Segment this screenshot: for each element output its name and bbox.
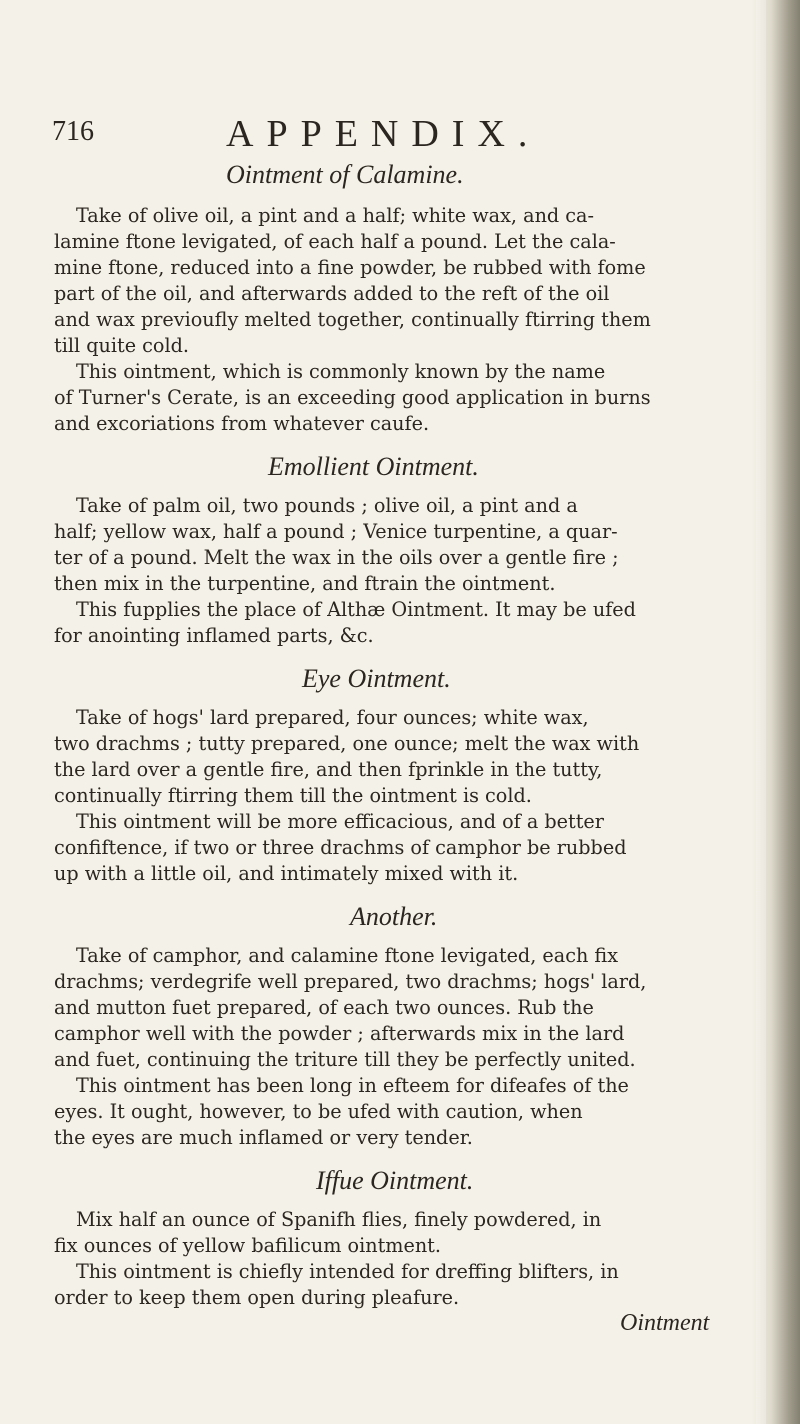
text-line: and fuet, continuing the triture till they be perfectly united.	[54, 1048, 636, 1071]
text-line: Take of palm oil, two pounds ; olive oil, a pint and a	[76, 494, 578, 517]
text-line: confiftence, if two or three drachms of camphor be rubbed	[54, 836, 627, 859]
section-title-calamine: Ointment of Calamine.	[226, 160, 464, 189]
section-title-another: Another.	[350, 902, 438, 931]
text-line: Take of olive oil, a pint and a half; white wax, and ca-	[76, 204, 594, 227]
text-line: Mix half an ounce of Spanifh flies, finely powdered, in	[76, 1208, 602, 1231]
text-line: This fupplies the place of Althæ Ointment. It may be ufed	[76, 598, 636, 621]
text-line: for anointing inflamed parts, &c.	[54, 624, 374, 647]
text-line: and mutton fuet prepared, of each two ounces. Rub the	[54, 996, 594, 1019]
text-line: eyes. It ought, however, to be ufed with caution, when	[54, 1100, 583, 1123]
running-head: APPENDIX.	[226, 113, 541, 155]
section-title-eye: Eye Ointment.	[302, 664, 451, 693]
text-line: camphor well with the powder ; afterwards mix in the lard	[54, 1022, 625, 1045]
catchword: Ointment	[620, 1310, 710, 1336]
text-line: ter of a pound. Melt the wax in the oils over a gentle fire ;	[54, 546, 619, 569]
section-title-issue: Iffue Ointment.	[316, 1166, 474, 1195]
text-line: part of the oil, and afterwards added to the reft of the oil	[54, 282, 610, 305]
text-line: mine ftone, reduced into a fine powder, be rubbed with fome	[54, 256, 646, 279]
text-line: lamine ftone levigated, of each half a pound. Let the cala-	[54, 230, 616, 253]
text-line: the lard over a gentle fire, and then fprinkle in the tutty,	[54, 758, 603, 781]
text-line: and excoriations from whatever caufe.	[54, 412, 430, 435]
text-line: This ointment is chiefly intended for dreffing blifters, in	[76, 1260, 619, 1283]
text-line: the eyes are much inflamed or very tender.	[54, 1126, 473, 1149]
text-line: Take of camphor, and calamine ftone levigated, each fix	[76, 944, 619, 967]
text-line: Take of hogs' lard prepared, four ounces; white wax,	[76, 706, 589, 729]
text-line: drachms; verdegrife well prepared, two drachms; hogs' lard,	[54, 970, 647, 993]
text-line: This ointment, which is commonly known by the name	[76, 360, 606, 383]
page-number: 716	[52, 116, 94, 147]
text-line: up with a little oil, and intimately mixed with it.	[54, 862, 519, 885]
text-line: then mix in the turpentine, and ftrain the ointment.	[54, 572, 556, 595]
text-line: and wax previoufly melted together, continually ftirring them	[54, 308, 651, 331]
text-line: of Turner's Cerate, is an exceeding good application in burns	[54, 386, 651, 409]
text-line: This ointment has been long in efteem for difeafes of the	[76, 1074, 629, 1097]
text-line: till quite cold.	[54, 334, 189, 357]
page-header	[52, 112, 732, 154]
text-line: This ointment will be more efficacious, and of a better	[76, 810, 604, 833]
text-line: fix ounces of yellow bafilicum ointment.	[54, 1234, 441, 1257]
text-line: two drachms ; tutty prepared, one ounce; melt the wax with	[54, 732, 640, 755]
text-line: half; yellow wax, half a pound ; Venice turpentine, a quar-	[54, 520, 618, 543]
section-title-emollient: Emollient Ointment.	[268, 452, 479, 481]
text-line: order to keep them open during pleafure.	[54, 1286, 460, 1309]
text-line: continually ftirring them till the ointment is cold.	[54, 784, 532, 807]
binding-edge-highlight	[756, 0, 766, 1424]
